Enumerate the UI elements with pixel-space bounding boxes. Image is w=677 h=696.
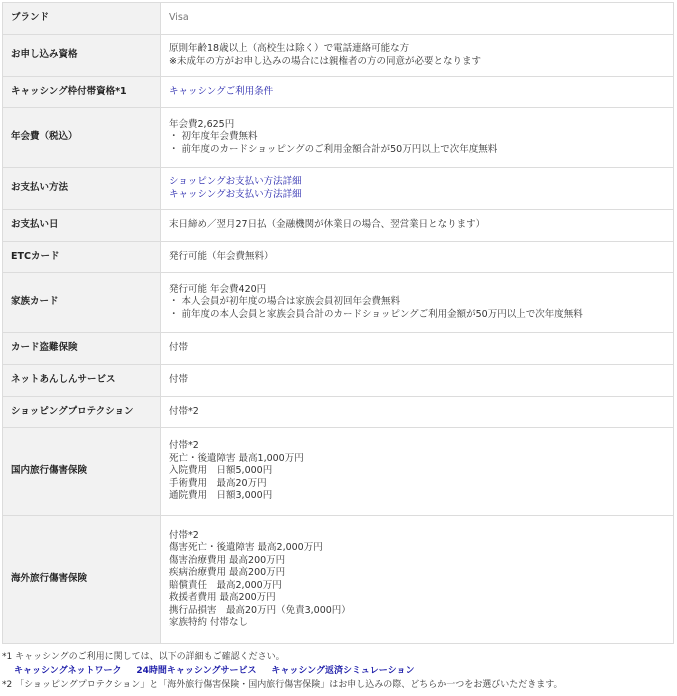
spec-label-net-anshin: ネットあんしんサービス	[3, 365, 161, 397]
value-line: 傷害死亡・後遺障害 最高2,000万円	[169, 542, 323, 553]
spec-label-overseas-travel-insurance: 海外旅行傷害保険	[3, 516, 161, 644]
footnote-1: *1 キャッシングのご利用に関しては、以下の詳細もご確認ください。	[2, 652, 285, 662]
spec-value-domestic-travel-insurance	[161, 428, 674, 516]
spec-row-domestic-travel-insurance	[3, 428, 674, 516]
cashing-network-link[interactable]: キャッシングネットワーク	[14, 666, 122, 676]
spec-value-annual-fee	[161, 108, 674, 168]
spec-label-cashing-eligibility: キャッシング枠付帯資格*1	[3, 77, 161, 108]
cashing-conditions-link[interactable]: キャッシングご利用条件	[169, 85, 274, 97]
spec-label-theft-insurance: カード盗難保険	[3, 333, 161, 365]
card-spec-table	[2, 2, 674, 644]
spec-row-payment-date	[3, 210, 674, 242]
spec-row-shopping-protection	[3, 397, 674, 428]
value-line: 入院費用 日額5,000円	[169, 465, 273, 477]
spec-row-payment-method	[3, 168, 674, 210]
spec-label-etc-card: ETCカード	[3, 242, 161, 273]
spec-value-net-anshin	[161, 365, 674, 397]
value-line: 家族特約 付帯なし	[169, 617, 249, 628]
value-line: 原則年齢18歳以上（高校生は除く）で電話連絡可能な方	[169, 43, 410, 54]
value-line: ※未成年の方がお申し込みの場合には親権者の方の同意が必要となります	[169, 55, 481, 67]
repayment-simulation-link[interactable]: キャッシング返済シミュレーション	[271, 666, 415, 676]
spec-label-payment-method: お支払い方法	[3, 168, 161, 210]
spec-value-brand	[161, 3, 674, 35]
spec-row-overseas-travel-insurance	[3, 516, 674, 644]
value-line: 付帯	[169, 374, 189, 386]
spec-row-theft-insurance	[3, 333, 674, 365]
footnote-1-links	[2, 664, 674, 678]
value-line: ・ 前年度の本人会員と家族会員合計のカードショッピングご利用金額が50万円以上で次年度無料	[169, 308, 583, 320]
shopping-payment-link[interactable]: ショッピングお支払い方法詳細	[169, 176, 302, 187]
spec-label-annual-fee: 年会費（税込）	[3, 108, 161, 168]
value-line: 付帯*2	[169, 529, 199, 541]
value-line: 傷害治療費用 最高200万円	[169, 554, 286, 566]
spec-label-eligibility: お申し込み資格	[3, 35, 161, 77]
value-line: 救援者費用 最高200万円	[169, 592, 276, 603]
spec-row-etc-card	[3, 242, 674, 273]
spec-label-brand: ブランド	[3, 3, 161, 35]
spec-row-cashing-eligibility	[3, 77, 674, 108]
value-line: 疾病治療費用 最高200万円	[169, 567, 286, 578]
spec-row-annual-fee	[3, 108, 674, 168]
value-line: 通院費用 日額3,000円	[169, 490, 273, 502]
value-line: ・ 前年度のカードショッピングのご利用金額合計が50万円以上で次年度無料	[169, 143, 498, 155]
spec-row-eligibility	[3, 35, 674, 77]
spec-value-family-card	[161, 273, 674, 333]
value-line: 死亡・後遺障害 最高1,000万円	[169, 452, 304, 464]
value-line: 付帯	[169, 342, 189, 354]
spec-value-eligibility	[161, 35, 674, 77]
value-line: 賠償責任 最高2,000万円	[169, 579, 282, 591]
spec-value-overseas-travel-insurance	[161, 516, 674, 644]
value-line: Visa	[169, 12, 189, 24]
spec-row-brand	[3, 3, 674, 35]
value-line: ・ 本人会員が初年度の場合は家族会員初回年会費無料	[169, 296, 401, 308]
spec-label-payment-date: お支払い日	[3, 210, 161, 242]
spec-value-shopping-protection	[161, 397, 674, 428]
footnotes	[2, 650, 674, 692]
value-line: 発行可能（年会費無料）	[169, 250, 274, 262]
spec-label-family-card: 家族カード	[3, 273, 161, 333]
24h-cashing-service-link[interactable]: 24時間キャッシングサービス	[136, 666, 257, 676]
cashing-payment-link[interactable]: キャッシングお支払い方法詳細	[169, 188, 302, 200]
value-line: 携行品損害 最高20万円（免責3,000円）	[169, 604, 351, 616]
spec-row-net-anshin	[3, 365, 674, 397]
value-line: 末日締め／翌月27日払（金融機関が休業日の場合、翌営業日となります）	[169, 219, 486, 231]
footnote-2: *2 「ショッピングプロテクション」と「海外旅行傷害保険・国内旅行傷害保険」はお申し込みの際、どちらか一つをお選びいただきます。	[2, 680, 563, 690]
spec-value-payment-method	[161, 168, 674, 210]
value-line: ・ 初年度年会費無料	[169, 131, 258, 143]
spec-value-payment-date	[161, 210, 674, 242]
value-line: 付帯*2	[169, 405, 199, 417]
spec-label-domestic-travel-insurance: 国内旅行傷害保険	[3, 428, 161, 516]
value-line: 年会費2,625円	[169, 118, 235, 130]
value-line: 発行可能 年会費420円	[169, 283, 267, 295]
spec-row-family-card	[3, 273, 674, 333]
value-line: 手術費用 最高20万円	[169, 477, 267, 489]
spec-value-etc-card	[161, 242, 674, 273]
spec-label-shopping-protection: ショッピングプロテクション	[3, 397, 161, 428]
spec-value-cashing-eligibility	[161, 77, 674, 108]
spec-value-theft-insurance	[161, 333, 674, 365]
value-line: 付帯*2	[169, 440, 199, 452]
